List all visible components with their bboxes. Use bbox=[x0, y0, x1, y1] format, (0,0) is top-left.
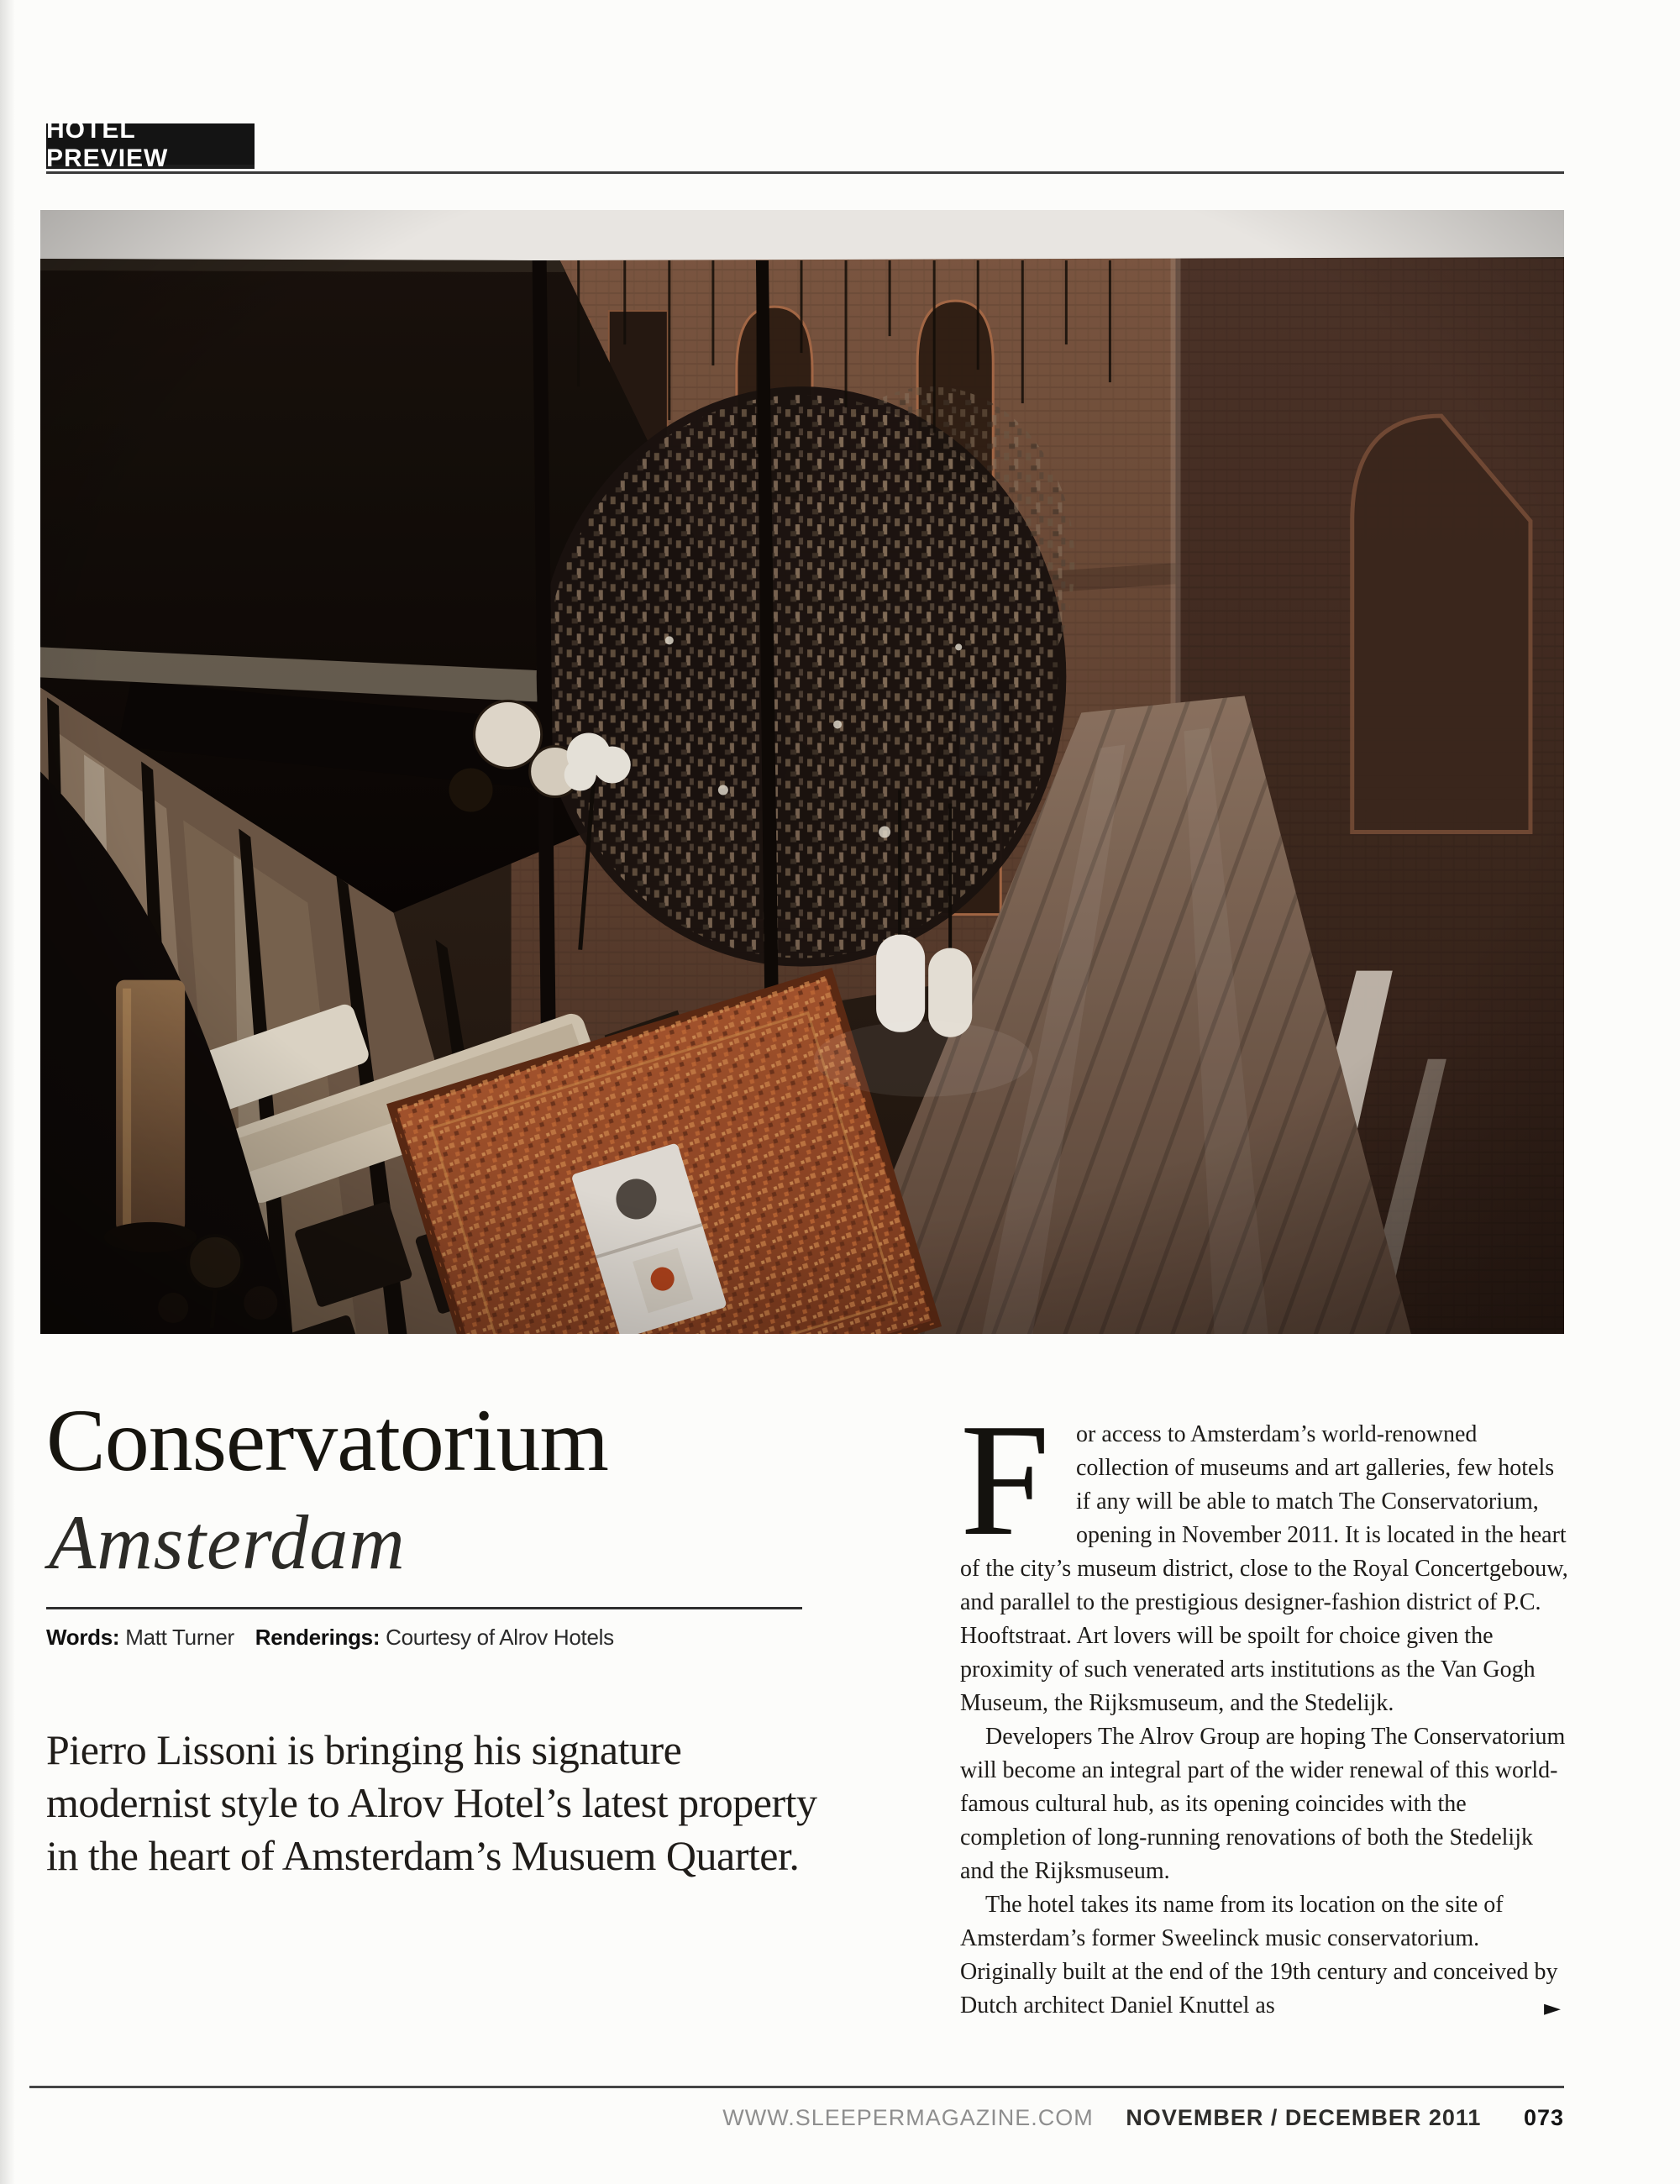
byline-renderings-value: Courtesy of Alrov Hotels bbox=[386, 1625, 614, 1650]
continuation-arrow-icon: ► bbox=[1544, 1996, 1561, 2021]
byline-words-value: Matt Turner bbox=[125, 1625, 234, 1650]
vignette bbox=[40, 210, 1564, 1334]
hotel-preview-tag bbox=[46, 115, 255, 172]
byline-words-label: Words: bbox=[46, 1625, 120, 1650]
page-subtitle: Amsterdam bbox=[49, 1499, 406, 1585]
paragraph-1-text: or access to Amsterdam’s world-renowned collection of museums and art galleries, few hotels if any will be able to match The Conservatorium, opening in November 2011. It is located in the heart of the city’s museum district, close to the Royal Concertgebouw, and parallel to the prestigious designer-fashion district of P.C. Hooftstraat. Art lovers will be spoilt for choice given the proximity of such venerated arts institutions as the Van Gogh Museum, the Rijksmuseum, and the Stedelijk. bbox=[960, 1421, 1568, 1716]
article-paragraph-2: Developers The Alrov Group are hoping The Conservatorium will become an integral part of the wider renewal of this world-famous cultural hub, as its opening coincides with the completion of long-running renovations of both the Stedelijk and the Rijksmuseum. bbox=[960, 1724, 1566, 1884]
hero-image bbox=[40, 210, 1564, 1334]
page-title: Conservatorium bbox=[46, 1391, 608, 1489]
byline-renderings-label: Renderings: bbox=[255, 1625, 381, 1650]
standfirst: Pierro Lissoni is bringing his signature modernist style to Alrov Hotel’s latest property in the heart of Amsterdam’s Musuem Quarter. bbox=[46, 1726, 817, 1879]
hotel-preview-tag-label: HOTEL PREVIEW bbox=[46, 115, 169, 172]
byline-rule bbox=[46, 1607, 802, 1609]
article-paragraph-1 bbox=[960, 1390, 1570, 1720]
header-rule bbox=[46, 171, 1564, 174]
article-paragraph-3: The hotel takes its name from its location on the site of Amsterdam’s former Sweelinck music conservatorium. Originally built at the end of the 19th century and conceived by Dutch architect Daniel Knuttel as bbox=[960, 1892, 1558, 2019]
footer-rule bbox=[29, 2086, 1564, 2088]
byline bbox=[46, 1625, 802, 1651]
footer-issue: NOVEMBER / DECEMBER 2011 bbox=[1126, 2105, 1482, 2130]
drop-cap: F bbox=[960, 1390, 1050, 1569]
footer-website: WWW.SLEEPERMAGAZINE.COM bbox=[722, 2105, 1094, 2130]
footer-page-number: 073 bbox=[1523, 2105, 1564, 2130]
footer bbox=[722, 2105, 1564, 2131]
article-column bbox=[960, 1390, 1570, 2023]
